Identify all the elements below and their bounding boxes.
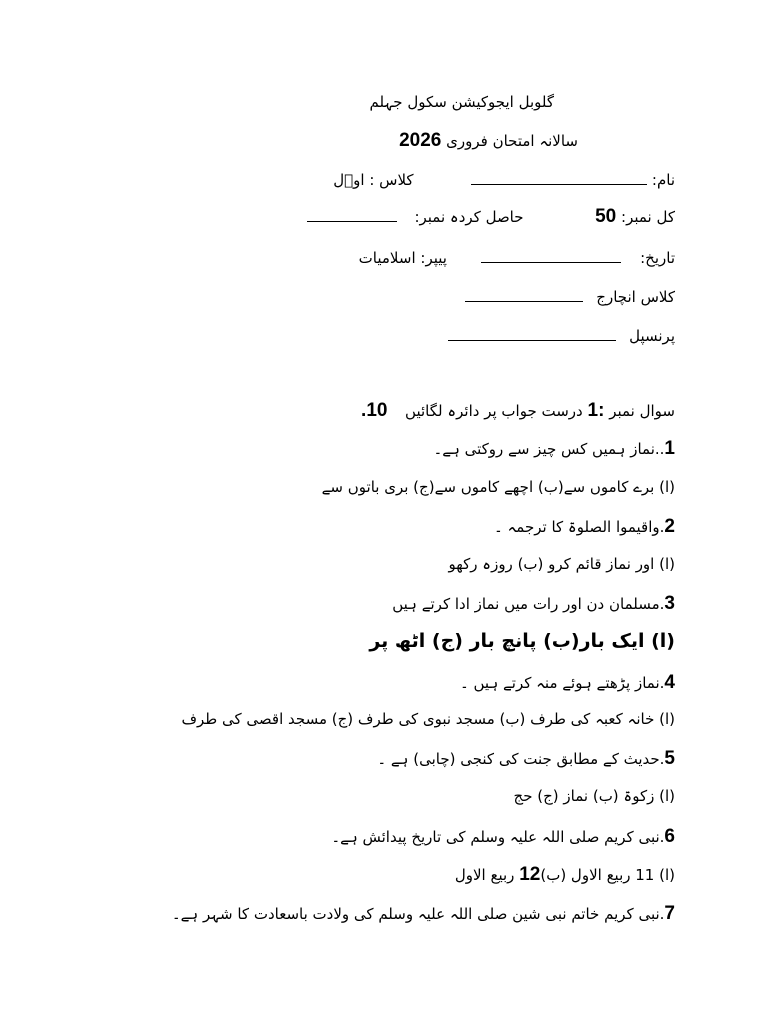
name-label: نام: bbox=[651, 171, 675, 189]
question-number: 3 bbox=[664, 593, 675, 614]
total-marks-label: کل نمبر: bbox=[621, 208, 675, 226]
question-text: .مسلمان دن اور رات میں نماز ادا کرتے ہیں bbox=[392, 595, 665, 613]
options-text-post: ربیع الاول bbox=[454, 866, 515, 884]
question-2 bbox=[494, 516, 675, 539]
obtained-marks-label: حاصل کردہ نمبر: bbox=[414, 208, 524, 226]
question-text: .حدیث کے مطابق جنت کی کنجی (چابی) ہے ۔ bbox=[377, 750, 665, 768]
options-text: (ا) ایک بار(ب) پانچ بار (ج) اٹھ پر bbox=[369, 630, 675, 652]
section-label: سوال نمبر bbox=[609, 402, 675, 420]
exam-title bbox=[399, 130, 578, 153]
options-4 bbox=[181, 710, 675, 728]
question-5 bbox=[377, 748, 675, 771]
question-7 bbox=[172, 903, 675, 926]
options-number: 12 bbox=[519, 864, 541, 885]
question-text: .نبی کریم خاتم نبی شین صلی اللہ علیہ وسلم کی ولادت باسعادت کا شہر ہے۔ bbox=[171, 905, 665, 923]
exam-title-text: سالانہ امتحان فروری bbox=[446, 132, 578, 150]
question-number: 4 bbox=[664, 672, 675, 693]
date-blank[interactable] bbox=[481, 248, 621, 263]
question-3 bbox=[392, 593, 675, 616]
question-number: 5 bbox=[664, 748, 675, 769]
question-text: .نبی کریم صلی اللہ علیہ وسلم کی تاریخ پیدائش ہے۔ bbox=[331, 828, 665, 846]
class-incharge-row bbox=[465, 287, 675, 306]
question-text: .نماز پڑھتے ہوئے منہ کرتے ہیں ۔ bbox=[459, 674, 665, 692]
date-label: تاریخ: bbox=[640, 249, 675, 267]
school-name: گلوبل ایجوکیشن سکول جہلم bbox=[369, 93, 554, 111]
question-number: 6 bbox=[664, 826, 675, 847]
class-incharge-label: کلاس انچارج bbox=[596, 288, 675, 306]
obtained-marks-blank[interactable] bbox=[307, 207, 397, 222]
question-1 bbox=[433, 438, 675, 461]
class-incharge-blank[interactable] bbox=[465, 287, 583, 302]
options-text: (ا) برے کاموں سے(ب) اچھے کاموں سے(ج) بری باتوں سے bbox=[321, 478, 675, 496]
question-number: 2 bbox=[664, 516, 675, 537]
question-text: .واقیموا الصلوۃ کا ترجمہ ۔ bbox=[493, 518, 665, 536]
section-instruction: درست جواب پر دائرہ لگائیں bbox=[405, 402, 583, 420]
section-marks: 10. bbox=[361, 400, 388, 421]
section-number: :1 bbox=[587, 400, 605, 421]
options-3 bbox=[369, 630, 675, 653]
principal-label: پرنسپل bbox=[629, 327, 675, 345]
class-value: اوؒل bbox=[333, 171, 365, 189]
paper-label: پیپر: bbox=[420, 249, 447, 267]
principal-blank[interactable] bbox=[448, 326, 616, 341]
question-4 bbox=[460, 672, 675, 695]
options-1 bbox=[322, 478, 675, 496]
options-text: (ا) اور نماز قائم کرو (ب) روزہ رکھو bbox=[448, 555, 675, 573]
exam-year: 2026 bbox=[399, 130, 442, 151]
marks-row bbox=[307, 206, 675, 229]
section-heading bbox=[361, 400, 675, 423]
class-label: کلاس : bbox=[369, 171, 414, 189]
options-text-pre: (ا) 11 ربیع الاول (ب) bbox=[540, 866, 675, 884]
name-class-row bbox=[333, 170, 675, 189]
question-text: ..نماز ہمیں کس چیز سے روکتی ہے۔ bbox=[433, 440, 665, 458]
options-text: (ا) زکوۃ (ب) نماز (ج) حج bbox=[513, 787, 675, 805]
options-5 bbox=[514, 787, 675, 805]
question-6 bbox=[331, 826, 675, 849]
name-blank[interactable] bbox=[471, 170, 647, 185]
options-6 bbox=[455, 864, 675, 887]
question-number: 1 bbox=[664, 438, 675, 459]
principal-row bbox=[448, 326, 675, 345]
options-2 bbox=[448, 555, 675, 573]
options-text: (ا) خانہ کعبہ کی طرف (ب) مسجد نبوی کی طرف (ج) مسجد اقصی کی طرف bbox=[181, 710, 675, 728]
date-paper-row bbox=[359, 248, 675, 267]
total-marks-value: 50 bbox=[595, 206, 617, 227]
question-number: 7 bbox=[664, 903, 675, 924]
paper-value: اسلامیات bbox=[358, 249, 416, 267]
